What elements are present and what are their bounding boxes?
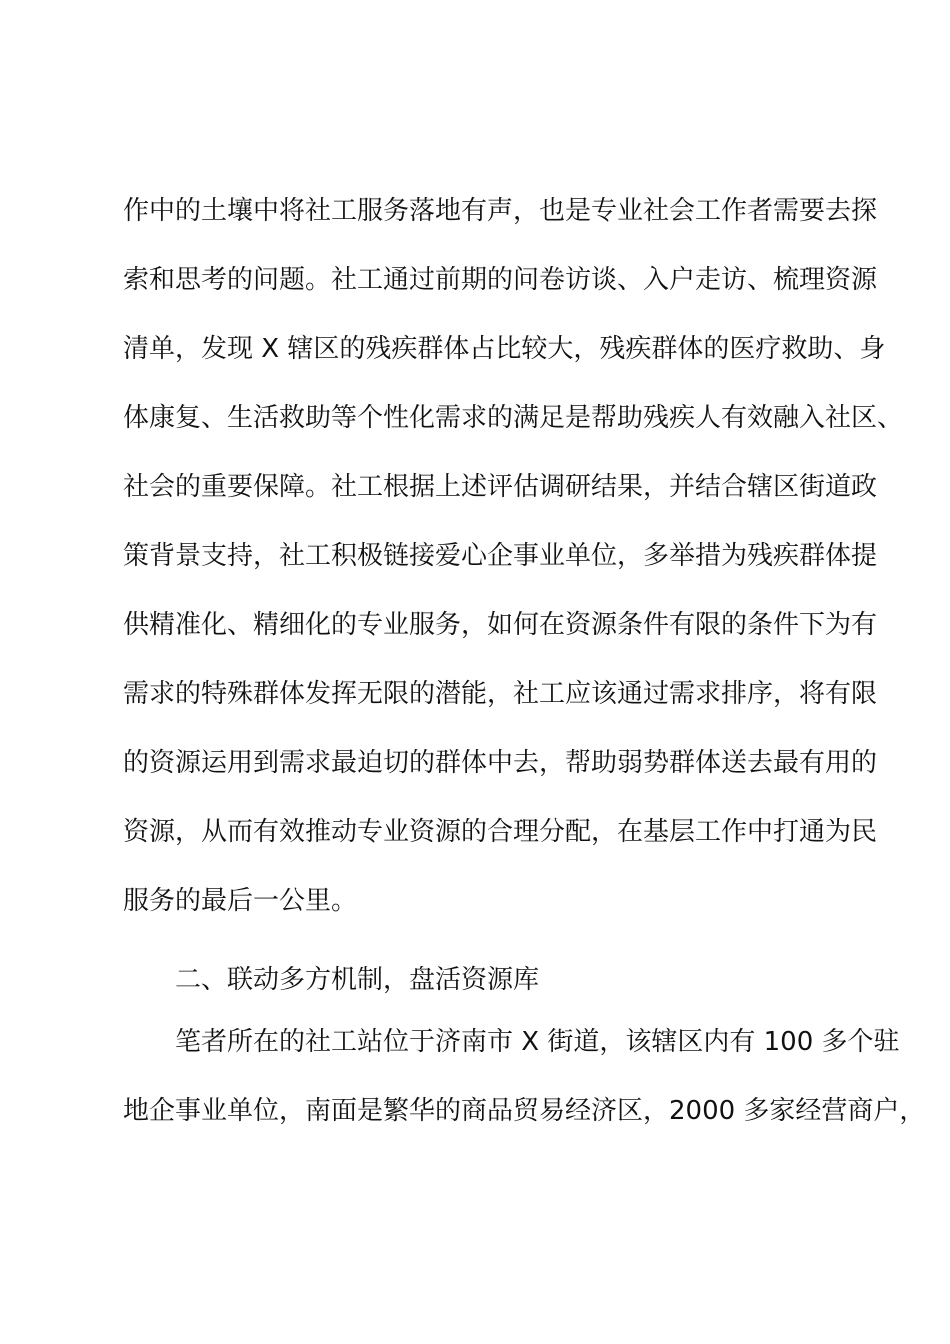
section-heading: 二、联动多方机制，盘活资源库: [175, 965, 540, 995]
paragraph-1-line-9: 的资源运用到需求最迫切的群体中去，帮助弱势群体送去最有用的: [123, 748, 878, 778]
paragraph-1-line-1: 作中的土壤中将社工服务落地有声，也是专业社会工作者需要去探: [123, 196, 878, 226]
paragraph-1-line-5: 社会的重要保障。社工根据上述评估调研结果，并结合辖区街道政: [123, 472, 878, 502]
paragraph-1-line-8: 需求的特殊群体发挥无限的潜能，社工应该通过需求排序，将有限: [123, 679, 878, 709]
paragraph-1-line-11: 服务的最后一公里。: [123, 886, 358, 916]
paragraph-1-line-3: 清单，发现 X 辖区的残疾群体占比较大，残疾群体的医疗救助、身: [123, 334, 886, 364]
paragraph-2-line-2: 地企事业单位，南面是繁华的商品贸易经济区，2000 多家经营商户，: [123, 1096, 926, 1126]
paragraph-1-line-6: 策背景支持，社工积极链接爱心企事业单位，多举措为残疾群体提: [123, 541, 878, 571]
paragraph-1-line-7: 供精准化、精细化的专业服务，如何在资源条件有限的条件下为有: [123, 610, 878, 640]
paragraph-2-line-1: 笔者所在的社工站位于济南市 X 街道，该辖区内有 100 多个驻: [175, 1027, 900, 1057]
paragraph-1-line-4: 体康复、生活救助等个性化需求的满足是帮助残疾人有效融入社区、: [123, 403, 904, 433]
paragraph-1-line-10: 资源，从而有效推动专业资源的合理分配，在基层工作中打通为民: [123, 817, 878, 847]
paragraph-1-line-2: 索和思考的问题。社工通过前期的问卷访谈、入户走访、梳理资源: [123, 265, 878, 295]
